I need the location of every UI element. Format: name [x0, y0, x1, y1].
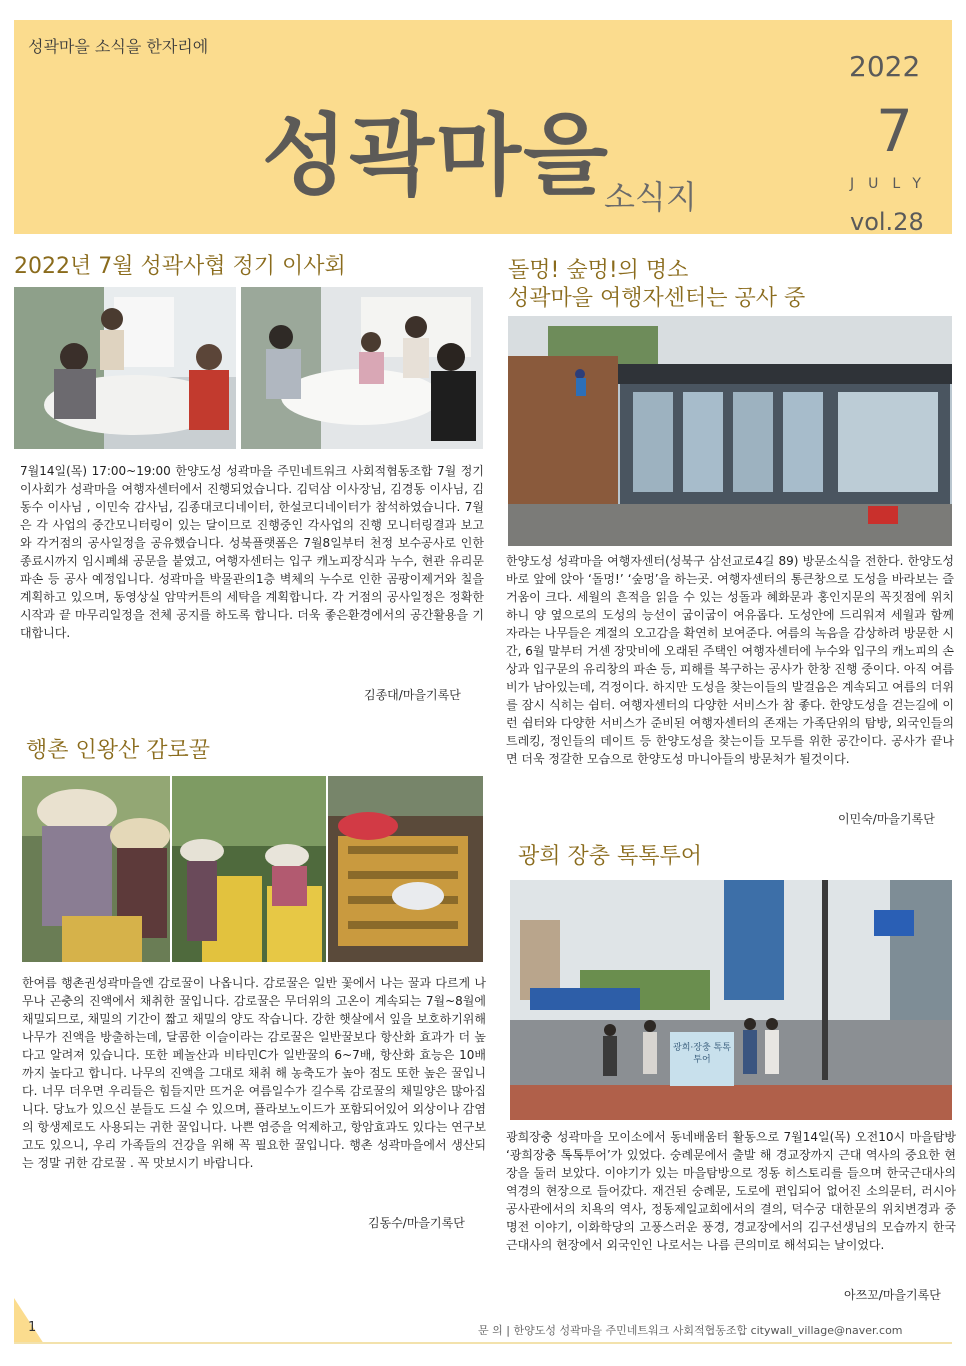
article-tour-title: 광희 장충 톡톡투어: [518, 844, 703, 869]
issue-month-english: JULY: [850, 176, 935, 192]
honey-photo-2: [172, 776, 326, 962]
article-board-meeting-author: 김종대/마을기록단: [364, 688, 461, 702]
honey-photo-1: [22, 776, 170, 962]
article-traveler-center-author: 이민숙/마을기록단: [838, 812, 935, 826]
newsletter-title: 성곽마을: [262, 104, 611, 207]
board-meeting-photo-2: [241, 287, 483, 449]
article-board-meeting-body: 7월14일(목) 17:00~19:00 한양도성 성곽마을 주민네트워크 사회적협동조합 7월 정기 이사회가 성곽마을 여행자센터에서 진행되었습니다. 김덕삼 이사장님, 김경동 이사님, 김동수 이사님 , 이민숙 감사님, 김종대코디네이터, 한설코디네이터가 참석하였습니다. 7월은 각 사업의 중간모니터링이 있는 달이므로 진행중인 각사업의 진행 모니터링결과 보고와 각거점의 공사일정을 공유했습니다. 성북플랫폼은 7월8일부터 천정 보수공사로 인한 종료시까지 임시폐쇄 공문을 붙였고, 여행자센터는 입구 캐노피장식과 누수, 현관 유리문 파손 등 공사 예정입니다. 성곽마을 박물관의1층 벽체의 누수로 인한 곰팡이제거와 칠을 계획하고 있으며, 동영상실 암막커튼의 세탁을 계획합니다. 각 거점의 공사일정은 정확한 시작과 끝 마무리일정을 전체 공지를 하도록 합니다. 더욱 좋은환경에서의 공간활용을 기대합니다.: [20, 464, 484, 640]
article-traveler-center-title-line1: 돌멍! 숲멍!의 명소: [508, 258, 689, 283]
footer-divider: [14, 1342, 952, 1344]
tour-banner-text: 광희·장충 톡톡투어: [673, 1043, 731, 1065]
article-honey-title: 행촌 인왕산 감로꿀: [26, 738, 211, 763]
article-board-meeting-title: 2022년 7월 성곽사협 정기 이사회: [14, 254, 346, 279]
tour-group-photo: [510, 880, 952, 1120]
issue-volume: vol.28: [850, 208, 924, 236]
traveler-center-construction-photo: [508, 316, 952, 546]
article-tour-body: 광희장충 성곽마을 모이소에서 동네배움터 활동으로 7월14일(목) 오전10시 마을탐방 ‘광희장충 톡톡투어’가 있었다. 숭례문에서 출발 해 경교장까지 근대 역사의 중요한 현장을 둘러 보았다. 이야기가 있는 마을탐방으로 정동 히스토리를 들으며 한국근대사의 역경의 현장으로 들어갔다. 재건된 숭례문, 도로에 편입되어 없어진 소의문터, 러시아공사관에서의 치욕의 역사, 정동제일교회에서의 결의, 덕수궁 대한문의 위치변경과 중명전 이야기, 이화학당의 고풍스러운 풍경, 경교장에서의 김구선생님의 모습까지 한국근대사의 현장에서 외국인인 나로서는 나름 큰의미로 해석되는 날이었다.: [506, 1130, 956, 1252]
article-tour-author: 아쯔꼬/마을기록단: [844, 1288, 941, 1302]
tagline: 성곽마을 소식을 한자리에: [28, 37, 209, 56]
board-meeting-photo-1: [14, 287, 236, 449]
issue-year: 2022: [849, 50, 921, 83]
page-number: 1: [28, 1320, 37, 1335]
masthead: [14, 20, 952, 234]
footer-contact: 문 의 | 한양도성 성곽마을 주민네트워크 사회적협동조합 citywall_village@naver.com: [478, 1324, 903, 1337]
newsletter-subtitle: 소식지: [604, 178, 697, 216]
honey-photo-3: [328, 776, 483, 962]
article-honey-author: 김동수/마을기록단: [368, 1216, 465, 1230]
article-honey-body: 한여름 행촌권성곽마을엔 감로꿀이 나옵니다. 감로꿀은 일반 꽃에서 나는 꿀과 다르게 나무나 곤충의 진액에서 채취한 꿀입니다. 감로꿀은 무더위의 고온이 계속되는 7월~8월에 채밀되므로, 채밀의 기간이 짧고 채밀의 양도 작습니다. 강한 햇살에서 잎을 보호하기위해 나무가 진액을 방출하는데, 달콤한 이슬이라는 감로꿀은 일반꿀보다 항산화 효과가 더 높다고 알려져 있습니다. 또한 페놀산과 비타민C가 일반꿀의 6~7배, 항산화 효능은 10배까지 높다고 합니다. 나무의 진액을 그대로 채취 해 농축도가 높아 점도 또한 높은 꿀입니다. 너무 더우면 우리들은 힘들지만 뜨거운 여름일수가 길수록 감로꿀의 채밀양은 많아집니다. 당뇨가 있으신 분들도 드실 수 있으며, 플라보노이드가 포함되어있어 외상이나 감염의 항생제로도 사용되는 귀한 꿀입니다. 나쁜 염증을 억제하고, 항암효과도 있다는 연구보고도 있으니, 우리 가족들의 건강을 위해 꼭 필요한 꿀입니다. 행촌 성곽마을에서 생산되는 정말 귀한 감로꿀 . 꼭 맛보시기 바랍니다.: [22, 976, 486, 1170]
article-traveler-center-body: 한양도성 성곽마을 여행자센터(성북구 삼선교로4길 89) 방문소식을 전한다. 한양도성 바로 앞에 앉아 ‘돌멍!’ ‘숲멍’을 하는곳. 여행자센터의 통큰창으로 도성을 바라보는 즐거움이 크다. 세월의 흔적을 읽을 수 있는 성돌과 혜화문과 홍인지문의 꼭짓점에 위치하니 양 옆으로의 도성의 능선이 굽이굽이 여유롭다. 도성안에 드리워져 세월과 함께 자라는 나무들은 계절의 오고감을 확연히 보여준다. 여름의 녹음을 감상하려 방문한 시간, 6월 말부터 거센 장맛비에 오래된 주택인 여행자센터에 누수와 입구의 캐노피의 손상과 입구문의 유리창의 파손 등, 피해를 복구하는 공사가 한창 진행 중이다. 아직 여름비가 남아있는데, 걱정이다. 하지만 도성을 찾는이들의 발걸음은 계속되고 여름의 더위를 잠시 식히는 쉼터. 여행자센터의 다양한 서비스가 참 좋다. 한양도성을 걷는길에 이런 쉼터와 다양한 서비스가 준비된 여행자센터의 존재는 가족단위의 탐방, 외국인들의 트레킹, 정인들의 데이트 등 한양도성을 찾는이들 모두를 위한 공간이다. 공사가 끝나면 더욱 정갈한 모습으로 한양도성 마니아들의 방문처가 될것이다.: [506, 554, 954, 766]
issue-month: 7: [876, 97, 913, 165]
article-traveler-center-title-line2: 성곽마을 여행자센터는 공사 중: [508, 286, 806, 311]
